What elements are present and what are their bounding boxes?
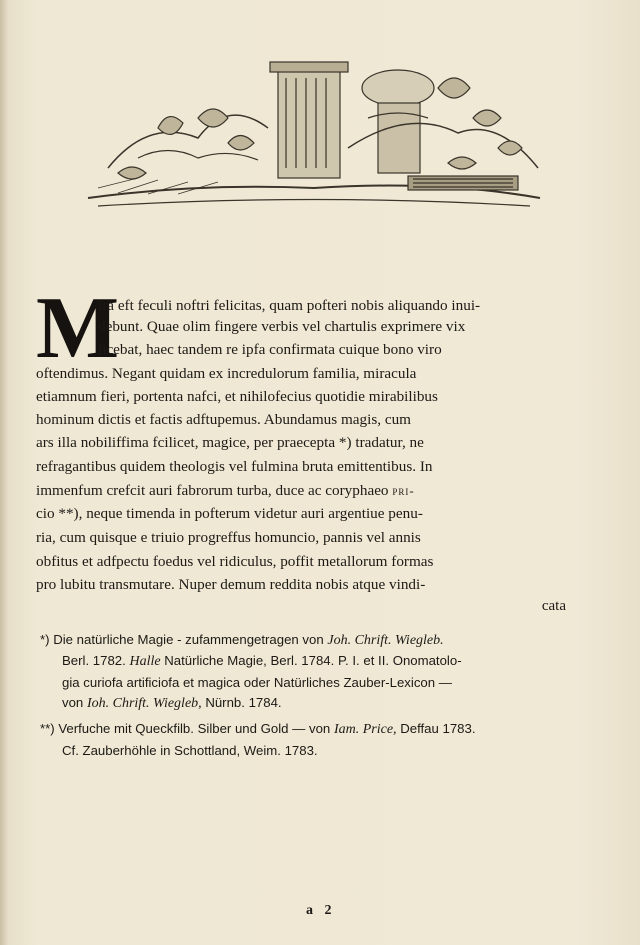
footnote-1-line-4 <box>62 694 282 713</box>
footnote-1-author: Joh. Chrift. Wiegleb. <box>327 633 444 648</box>
footnote-1-author-2: Ioh. Chrift. Wiegleb, <box>86 696 202 711</box>
headpiece-vignette <box>78 48 550 218</box>
catchword: cata <box>541 598 566 614</box>
body-line-12: obfitus et adfpectu foedus vel ridiculus, poffit metallorum formas <box>36 553 434 570</box>
footnote-2-author: Iam. Price, <box>333 722 397 737</box>
footnote-1-line-4-c: Nürnb. 1784. <box>205 695 282 710</box>
body-line-8: refragantibus quidem theologis vel fulmina bruta emittentibus. In <box>36 458 433 475</box>
footnote-1-halle: Halle <box>129 654 161 669</box>
footnote-2-text-a: Verfuche mit Queckfilb. Silber und Gold — von <box>58 721 331 736</box>
body-line-6: hominum dictis et factis adftupemus. Abundamus magis, cum <box>36 411 411 428</box>
body-line-11: ria, cum quisque e triuio progreffus homuncio, pannis vel annis <box>36 529 421 546</box>
footnote-1-line-1 <box>40 631 444 650</box>
footnote-2-place: Deffau 1783. <box>400 721 476 736</box>
book-spine-shadow <box>0 0 8 945</box>
footnote-2-line-1 <box>40 720 476 739</box>
footnote-1-line-2-a: Berl. 1782. <box>62 653 126 668</box>
body-line-2: debunt. Quae olim fingere verbis vel chartulis exprimere vix <box>98 318 466 335</box>
pricio-small-caps: pri- <box>392 483 415 498</box>
body-line-10: cio **), neque timenda in pofterum videtur auri argentiue penu- <box>36 505 423 522</box>
footnote-1-line-2-c: Natürliche Magie, Berl. 1784. P. I. et II. Onomatolo- <box>164 653 462 668</box>
body-line-1: ira eft feculi noftri felicitas, quam pofteri nobis aliquando inui- <box>98 297 481 314</box>
footnote-1-text-a: Die natürliche Magie - zufammengetragen von <box>53 632 324 647</box>
footnote-1-line-2 <box>62 652 462 671</box>
body-line-3: licebat, haec tandem re ipfa confirmata cuique bono viro <box>98 341 442 358</box>
signature-mark: a 2 <box>306 903 336 918</box>
footnote-1-line-4-a: von <box>62 695 84 710</box>
body-line-9 <box>36 481 415 501</box>
body-line-13: pro lubitu transmutare. Nuper demum reddita nobis atque vindi- <box>36 576 426 593</box>
body-line-5: etiamnum fieri, portenta nafci, et nihilofecius quotidie mirabilibus <box>36 388 438 405</box>
footnote-1-line-3: gia curiofa artificiofa et magica oder Natürliches Zauber-Lexicon — <box>62 675 452 690</box>
body-line-9-text: immenfum crefcit auri fabrorum turba, duce ac coryphaeo <box>36 482 389 499</box>
drop-cap-initial: M <box>36 280 120 377</box>
footnote-2-line-2: Cf. Zauberhöhle in Schottland, Weim. 1783. <box>62 743 318 758</box>
body-line-4: oftendimus. Negant quidam ex incredulorum familia, miracula <box>36 365 417 382</box>
footnote-2-marker: **) <box>40 721 55 736</box>
footnote-1-marker: *) <box>40 632 50 647</box>
body-line-7: ars illa nobiliffima fcilicet, magice, per praecepta *) tradatur, ne <box>36 434 424 451</box>
